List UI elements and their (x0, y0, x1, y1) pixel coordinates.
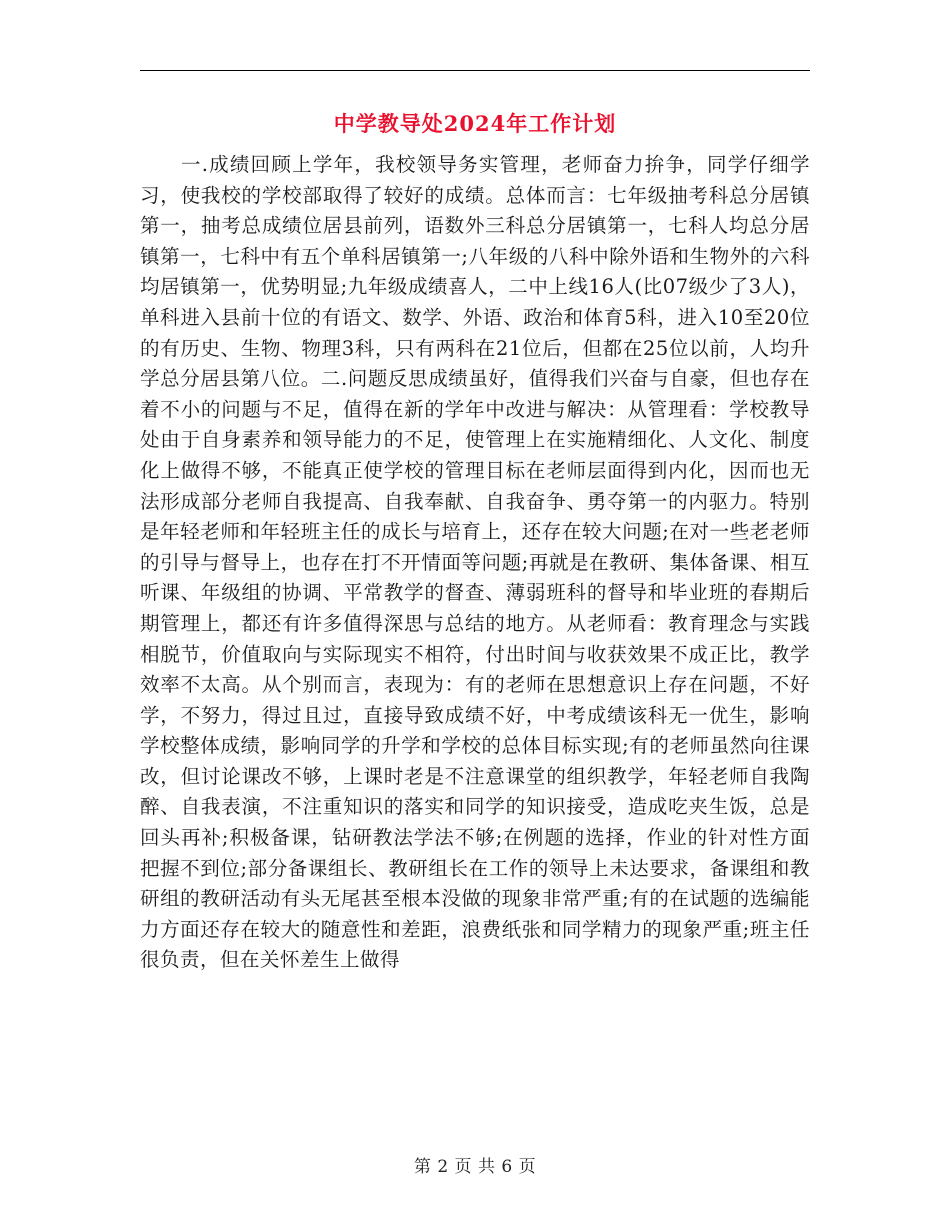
document-title: 中学教导处2024年工作计划 (333, 111, 617, 136)
body-paragraph: 一.成绩回顾上学年，我校领导务实管理，老师奋力拚争，同学仔细学习，使我校的学校部取得了较好的成绩。总体而言：七年级抽考科总分居镇第一，抽考总成绩位居县前列，语数外三科总分居镇第一，七科人均总分居镇第一，七科中有五个单科居镇第一;八年级的八科中除外语和生物外的六科均居镇第一，优势明显;九年级成绩喜人，二中上线16人(比07级少了3人)，单科进入县前十位的有语文、数学、外语、政治和体育5科，进入10至20位的有历史、生物、物理3科，只有两科在21位后，但都在25位以前，人均升学总分居县第八位。二.问题反思成绩虽好，值得我们兴奋与自豪，但也存在着不小的问题与不足，值得在新的学年中改进与解决：从管理看：学校教导处由于自身素养和领导能力的不足，使管理上在实施精细化、人文化、制度化上做得不够，不能真正使学校的管理目标在老师层面得到内化，因而也无法形成部分老师自我提高、自我奉献、自我奋争、勇夺第一的内驱力。特别是年轻老师和年轻班主任的成长与培育上，还存在较大问题;在对一些老老师的引导与督导上，也存在打不开情面等问题;再就是在教研、集体备课、相互听课、年级组的协调、平常教学的督查、薄弱班科的督导和毕业班的春期后期管理上，都还有许多值得深思与总结的地方。从老师看：教育理念与实践相脱节，价值取向与实际现实不相符，付出时间与收获效果不成正比，教学效率不太高。从个别而言，表现为：有的老师在思想意识上存在问题，不好学，不努力，得过且过，直接导致成绩不好，中考成绩该科无一优生，影响学校整体成绩，影响同学的升学和学校的总体目标实现;有的老师虽然向往课改，但讨论课改不够，上课时老是不注意课堂的组织教学，年轻老师自我陶醉、自我表演，不注重知识的落实和同学的知识接受，造成吃夹生饭，总是回头再补;积极备课，钻研教法学法不够;在例题的选择，作业的针对性方面把握不到位;部分备课组长、教研组长在工作的领导上未达要求，备课组和教研组的教研活动有头无尾甚至根本没做的现象非常严重;有的在试题的选编能力方面还存在较大的随意性和差距，浪费纸张和同学精力的现象严重;班主任很负责，但在关怀差生上做得 (140, 153, 810, 972)
header-rule (140, 70, 810, 71)
page-number-footer: 第 2 页 共 6 页 (413, 1157, 537, 1177)
